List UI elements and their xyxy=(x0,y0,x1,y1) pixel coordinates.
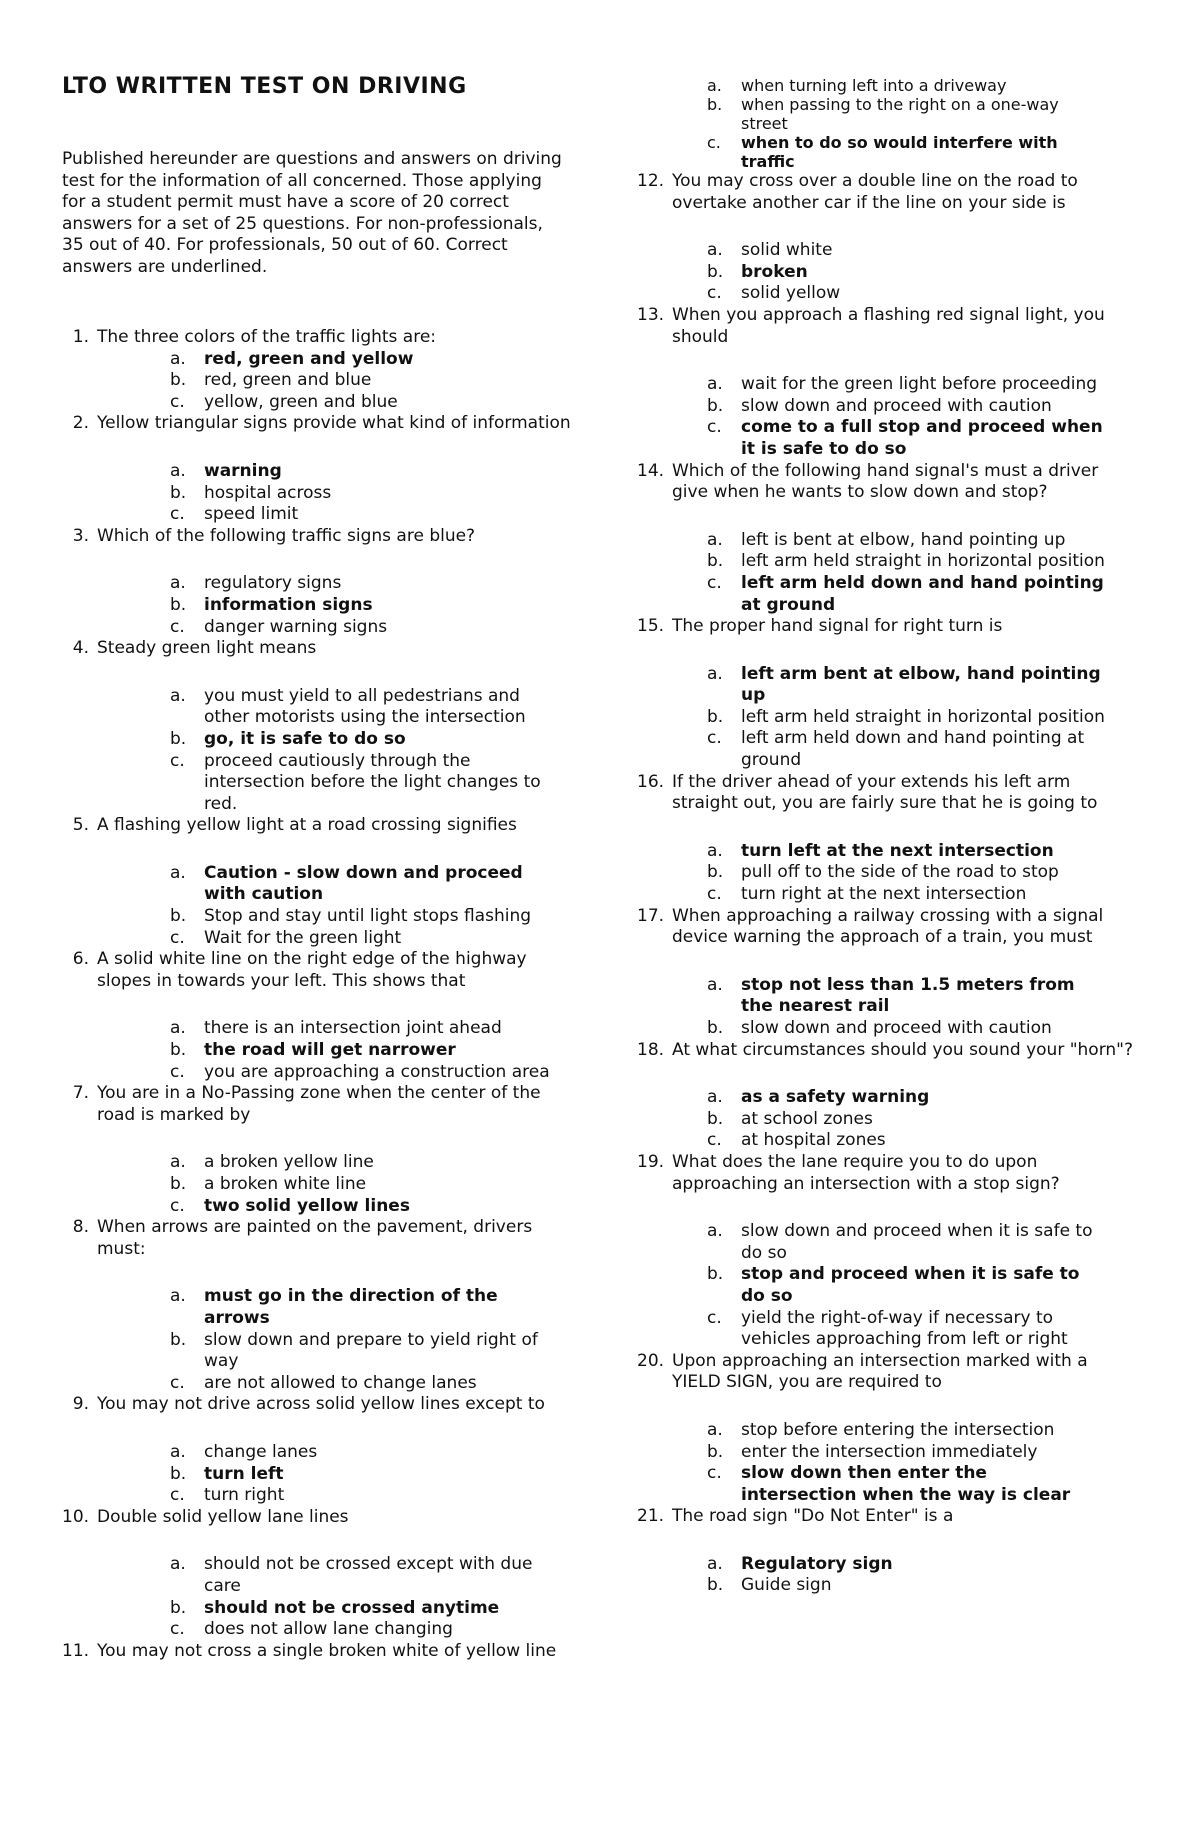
answer-option xyxy=(707,76,1137,95)
option-letter: c. xyxy=(170,391,185,412)
question-number: 15. xyxy=(637,616,665,637)
question-row xyxy=(62,327,572,349)
question-text: The proper hand signal for right turn is xyxy=(672,616,1003,637)
correct-answer-option xyxy=(707,1087,1137,1109)
question-row xyxy=(62,949,572,992)
option-text: Stop and stay until light stops flashing xyxy=(204,906,532,927)
question-number: 13. xyxy=(637,304,665,325)
question-number: 3. xyxy=(72,525,89,546)
answer-options xyxy=(707,1221,1137,1351)
option-text: turn left at the next intersection xyxy=(741,840,1054,861)
intro-paragraph: Published hereunder are questions and answers on driving test for the information of all concerned. Those applying for a student permit must have a score of 20 correct answers for a set of 25 questions. For non-professionals, 35 out of 40. For professionals, 50 out of 60. Correct answers are underlined. xyxy=(62,149,562,277)
answer-option xyxy=(707,1420,1137,1442)
option-text: change lanes xyxy=(204,1441,318,1462)
correct-answer-option xyxy=(707,1463,1137,1506)
option-letter: a. xyxy=(707,1553,723,1574)
answer-option xyxy=(170,1062,572,1084)
answer-option xyxy=(170,686,572,729)
answer-options xyxy=(170,1018,572,1083)
answer-options xyxy=(707,1420,1137,1506)
answer-option xyxy=(170,1554,572,1597)
question-row xyxy=(62,815,572,837)
option-text: left arm held straight in horizontal position xyxy=(741,706,1105,727)
option-text: come to a full stop and proceed when it is safe to do so xyxy=(741,417,1103,459)
option-text: turn left xyxy=(204,1463,284,1484)
question-item xyxy=(637,171,1137,305)
option-letter: a. xyxy=(707,974,723,995)
option-letter: a. xyxy=(707,1419,723,1440)
question-text: If the driver ahead of your extends his left arm straight out, you are fairly sure that he is going to xyxy=(672,771,1098,814)
option-text: the road will get narrower xyxy=(204,1040,456,1061)
correct-answer-option xyxy=(707,975,1137,1018)
option-text: turn right xyxy=(204,1485,285,1506)
question-text: You may not cross a single broken white of yellow line xyxy=(97,1640,557,1661)
question-text: Which of the following hand signal's must a driver give when he wants to slow down and stop? xyxy=(672,460,1099,503)
question-item xyxy=(637,1040,1137,1152)
option-letter: a. xyxy=(707,1087,723,1108)
answer-option xyxy=(170,928,572,950)
option-text: enter the intersection immediately xyxy=(741,1441,1038,1462)
option-text: slow down and proceed with caution xyxy=(741,1018,1052,1038)
question-row xyxy=(62,526,572,548)
question-number: 16. xyxy=(637,771,665,792)
option-letter: a. xyxy=(707,840,723,861)
correct-answer-option xyxy=(170,1286,572,1329)
option-letter: b. xyxy=(707,1441,724,1462)
question-item xyxy=(62,526,572,638)
option-text: should not be crossed except with due care xyxy=(204,1554,533,1596)
answer-option xyxy=(707,283,1137,305)
question-item xyxy=(637,461,1137,617)
correct-answer-option xyxy=(170,863,572,906)
correct-answer-option xyxy=(170,1040,572,1062)
option-letter: b. xyxy=(170,1040,187,1061)
option-letter: a. xyxy=(170,1441,186,1462)
answer-options xyxy=(707,530,1137,616)
question-row xyxy=(637,305,1137,348)
answer-options xyxy=(707,1554,1137,1597)
option-letter: a. xyxy=(707,663,723,684)
option-letter: c. xyxy=(707,133,721,152)
question-row xyxy=(637,1351,1137,1394)
option-text: speed limit xyxy=(204,504,299,525)
answer-option xyxy=(170,504,572,526)
option-text: left arm bent at elbow, hand pointing up xyxy=(741,663,1101,706)
option-text: stop before entering the intersection xyxy=(741,1419,1055,1440)
question-row xyxy=(62,413,572,435)
question-item xyxy=(637,772,1137,906)
option-letter: a. xyxy=(170,1152,186,1173)
option-letter: b. xyxy=(707,706,724,727)
question-number: 17. xyxy=(637,905,665,926)
answer-options xyxy=(170,686,572,816)
right-column xyxy=(637,76,1137,1597)
option-text: broken xyxy=(741,261,808,282)
question-row xyxy=(62,638,572,660)
answer-option xyxy=(707,862,1137,884)
question-row xyxy=(62,1641,572,1663)
option-text: stop and proceed when it is safe to do so xyxy=(741,1264,1080,1306)
option-letter: a. xyxy=(707,1221,723,1242)
option-letter: b. xyxy=(170,370,187,391)
question-number: 19. xyxy=(637,1151,665,1172)
answer-option xyxy=(170,1152,572,1174)
answer-option xyxy=(170,1619,572,1641)
question-text: When you approach a flashing red signal light, you should xyxy=(672,304,1105,347)
option-letter: a. xyxy=(707,76,722,95)
option-letter: c. xyxy=(170,927,185,948)
option-text: at school zones xyxy=(741,1108,873,1129)
option-letter: b. xyxy=(170,482,187,503)
question-item xyxy=(637,616,1137,772)
answer-option xyxy=(707,1109,1137,1131)
correct-answer-option xyxy=(707,1554,1137,1576)
option-text: a broken white line xyxy=(204,1174,367,1194)
option-letter: a. xyxy=(707,240,723,261)
option-letter: c. xyxy=(707,1130,722,1151)
question-item xyxy=(637,1351,1137,1507)
option-text: you must yield to all pedestrians and other motorists using the intersection xyxy=(204,685,526,728)
question-text: The three colors of the traffic lights are: xyxy=(97,327,437,347)
option-text: red, green and blue xyxy=(204,370,372,391)
question-number: 9. xyxy=(72,1394,89,1415)
answer-option xyxy=(707,884,1137,906)
question-number: 7. xyxy=(72,1083,89,1104)
option-letter: b. xyxy=(170,1329,187,1350)
question-text: Steady green light means xyxy=(97,638,317,659)
option-text: Guide sign xyxy=(741,1575,832,1596)
option-text: hospital across xyxy=(204,482,332,503)
answer-option xyxy=(707,728,1137,771)
answer-option xyxy=(707,1221,1137,1264)
question-text: The road sign "Do Not Enter" is a xyxy=(672,1506,954,1527)
answer-option xyxy=(707,551,1137,573)
option-text: when to do so would interfere with traffic xyxy=(741,133,1058,171)
answer-option xyxy=(707,95,1137,133)
question-text: What does the lane require you to do upon approaching an intersection with a stop sign? xyxy=(672,1151,1060,1194)
option-letter: c. xyxy=(170,1485,185,1506)
option-text: proceed cautiously through the intersection before the light changes to red. xyxy=(204,750,541,814)
continued-options xyxy=(707,76,1137,171)
answer-options xyxy=(170,349,572,414)
option-text: must go in the direction of the arrows xyxy=(204,1286,498,1328)
option-letter: c. xyxy=(707,283,722,304)
option-letter: a. xyxy=(170,348,186,369)
option-text: go, it is safe to do so xyxy=(204,728,406,749)
option-text: red, green and yellow xyxy=(204,348,414,369)
option-text: a broken yellow line xyxy=(204,1152,374,1173)
option-letter: b. xyxy=(707,261,724,282)
answer-option xyxy=(170,617,572,639)
option-text: when passing to the right on a one-way street xyxy=(741,95,1059,133)
question-list-left xyxy=(62,327,572,1662)
question-list-right xyxy=(637,171,1137,1597)
option-text: turn right at the next intersection xyxy=(741,884,1027,905)
question-text: When approaching a railway crossing with a signal device warning the approach of a train, you must xyxy=(672,905,1104,948)
question-text: Yellow triangular signs provide what kind of information xyxy=(97,413,571,434)
option-letter: a. xyxy=(170,460,186,481)
question-item xyxy=(62,413,572,525)
question-number: 2. xyxy=(72,413,89,434)
answer-option xyxy=(170,1174,572,1196)
answer-option xyxy=(170,392,572,414)
correct-answer-option xyxy=(707,573,1137,616)
option-letter: c. xyxy=(170,1061,185,1082)
question-row xyxy=(637,1506,1137,1528)
option-letter: b. xyxy=(170,1463,187,1484)
option-letter: b. xyxy=(707,551,724,572)
answer-option xyxy=(170,906,572,928)
correct-answer-option xyxy=(707,841,1137,863)
question-row xyxy=(637,1152,1137,1195)
question-item xyxy=(62,1083,572,1217)
option-text: left arm held down and hand pointing at ground xyxy=(741,728,1085,771)
option-letter: a. xyxy=(170,685,186,706)
question-row xyxy=(637,616,1137,638)
question-row xyxy=(637,772,1137,815)
answer-option xyxy=(170,751,572,816)
page-title: LTO WRITTEN TEST ON DRIVING xyxy=(62,74,467,99)
question-item xyxy=(62,1217,572,1394)
option-text: you are approaching a construction area xyxy=(204,1061,550,1082)
answer-option xyxy=(707,707,1137,729)
question-row xyxy=(637,906,1137,949)
option-letter: b. xyxy=(707,395,724,416)
option-letter: c. xyxy=(170,504,185,525)
option-text: when turning left into a driveway xyxy=(741,76,1007,95)
option-letter: c. xyxy=(170,1372,185,1393)
answer-options xyxy=(707,1087,1137,1152)
question-item xyxy=(62,815,572,949)
correct-answer-option xyxy=(707,262,1137,284)
option-text: solid white xyxy=(741,240,833,261)
option-letter: b. xyxy=(707,1575,724,1596)
option-letter: c. xyxy=(170,1619,185,1640)
option-letter: a. xyxy=(170,1554,186,1575)
question-text: Which of the following traffic signs are blue? xyxy=(97,525,476,546)
question-number: 1. xyxy=(72,327,89,347)
question-number: 12. xyxy=(637,171,665,191)
option-letter: c. xyxy=(707,884,722,905)
option-letter: b. xyxy=(170,728,187,749)
option-text: should not be crossed anytime xyxy=(204,1597,500,1618)
option-text: does not allow lane changing xyxy=(204,1619,453,1640)
option-letter: b. xyxy=(707,1108,724,1129)
answer-options xyxy=(170,863,572,949)
option-text: Wait for the green light xyxy=(204,927,402,948)
correct-answer-option xyxy=(707,417,1137,460)
option-text: solid yellow xyxy=(741,283,841,304)
answer-option xyxy=(707,374,1137,396)
option-letter: b. xyxy=(707,1264,724,1285)
question-row xyxy=(62,1217,572,1260)
option-letter: a. xyxy=(707,529,723,550)
answer-options xyxy=(170,1554,572,1640)
option-letter: b. xyxy=(170,594,187,615)
answer-option xyxy=(707,1308,1137,1351)
option-letter: c. xyxy=(707,417,722,438)
question-text: A flashing yellow light at a road crossing signifies xyxy=(97,815,517,836)
option-letter: b. xyxy=(707,862,724,883)
question-number: 8. xyxy=(72,1217,89,1238)
question-number: 21. xyxy=(637,1506,665,1527)
option-text: yield the right-of-way if necessary to vehicles approaching from left or right xyxy=(741,1307,1068,1350)
option-text: pull off to the side of the road to stop xyxy=(741,862,1059,883)
option-text: left arm held down and hand pointing at ground xyxy=(741,572,1104,615)
option-text: yellow, green and blue xyxy=(204,391,398,412)
option-letter: c. xyxy=(707,1463,722,1484)
option-letter: c. xyxy=(707,728,722,749)
answer-option xyxy=(170,370,572,392)
answer-option xyxy=(170,573,572,595)
question-item xyxy=(637,1506,1137,1597)
question-text: You are in a No-Passing zone when the center of the road is marked by xyxy=(97,1083,541,1125)
option-text: as a safety warning xyxy=(741,1087,930,1108)
answer-option xyxy=(707,530,1137,552)
answer-option xyxy=(170,1485,572,1507)
question-row xyxy=(637,1040,1137,1062)
option-letter: c. xyxy=(707,572,722,593)
option-text: slow down and proceed when it is safe to do so xyxy=(741,1221,1093,1263)
correct-answer-option xyxy=(707,133,1137,171)
answer-option xyxy=(707,1575,1137,1597)
answer-options xyxy=(707,664,1137,772)
question-number: 18. xyxy=(637,1039,665,1060)
answer-options xyxy=(707,841,1137,906)
answer-options xyxy=(707,975,1137,1040)
question-item xyxy=(637,906,1137,1040)
question-row xyxy=(62,1394,572,1416)
question-item xyxy=(62,949,572,1083)
option-letter: b. xyxy=(170,1597,187,1618)
answer-options xyxy=(170,1442,572,1507)
answer-option xyxy=(707,1442,1137,1464)
option-letter: b. xyxy=(170,1174,187,1194)
question-number: 14. xyxy=(637,460,665,481)
option-text: regulatory signs xyxy=(204,573,342,594)
question-item xyxy=(637,305,1137,461)
answer-options xyxy=(170,1286,572,1394)
answer-options xyxy=(170,1152,572,1217)
question-number: 20. xyxy=(637,1350,665,1371)
question-text: When arrows are painted on the pavement, drivers must: xyxy=(97,1217,533,1259)
option-letter: a. xyxy=(170,1286,186,1307)
question-item xyxy=(62,327,572,413)
option-letter: c. xyxy=(170,1195,185,1216)
option-letter: c. xyxy=(707,1307,722,1328)
option-letter: a. xyxy=(707,374,723,395)
question-row xyxy=(637,461,1137,504)
option-letter: c. xyxy=(170,750,185,771)
answer-options xyxy=(170,461,572,526)
question-text: Double solid yellow lane lines xyxy=(97,1506,349,1527)
option-text: are not allowed to change lanes xyxy=(204,1372,477,1393)
correct-answer-option xyxy=(170,461,572,483)
answer-option xyxy=(170,1330,572,1373)
correct-answer-option xyxy=(170,729,572,751)
answer-option xyxy=(707,396,1137,418)
answer-options xyxy=(707,374,1137,460)
question-number: 10. xyxy=(62,1506,90,1527)
question-item xyxy=(62,1394,572,1506)
question-number: 5. xyxy=(72,815,89,836)
answer-option xyxy=(170,1018,572,1040)
answer-option xyxy=(707,1130,1137,1152)
answer-option xyxy=(170,1373,572,1395)
question-item xyxy=(637,1152,1137,1351)
correct-answer-option xyxy=(170,595,572,617)
correct-answer-option xyxy=(170,349,572,371)
answer-option xyxy=(170,1442,572,1464)
question-text: You may cross over a double line on the road to overtake another car if the line on your side is xyxy=(672,171,1078,213)
option-letter: c. xyxy=(170,616,185,637)
option-text: warning xyxy=(204,460,282,481)
option-letter: b. xyxy=(707,95,723,114)
option-text: Regulatory sign xyxy=(741,1553,893,1574)
option-letter: b. xyxy=(170,906,187,927)
option-letter: b. xyxy=(707,1018,724,1038)
question-number: 11. xyxy=(62,1640,90,1661)
question-text: You may not drive across solid yellow lines except to xyxy=(97,1394,545,1415)
answer-option xyxy=(170,483,572,505)
question-text: A solid white line on the right edge of the highway slopes in towards your left. This shows that xyxy=(97,949,527,991)
answer-option xyxy=(707,1018,1137,1040)
answer-option xyxy=(707,240,1137,262)
answer-options xyxy=(707,240,1137,305)
option-text: slow down and prepare to yield right of way xyxy=(204,1329,538,1372)
question-number: 4. xyxy=(72,638,89,659)
answer-options xyxy=(170,573,572,638)
question-item xyxy=(62,1507,572,1641)
option-letter: a. xyxy=(170,862,186,883)
question-text: At what circumstances should you sound your "horn"? xyxy=(672,1039,1134,1060)
question-item xyxy=(62,638,572,815)
option-text: danger warning signs xyxy=(204,616,388,637)
correct-answer-option xyxy=(170,1598,572,1620)
option-text: left is bent at elbow, hand pointing up xyxy=(741,529,1066,550)
correct-answer-option xyxy=(707,664,1137,707)
option-letter: a. xyxy=(170,1018,186,1039)
option-text: slow down and proceed with caution xyxy=(741,395,1052,416)
question-text: Upon approaching an intersection marked with a YIELD SIGN, you are required to xyxy=(672,1350,1088,1393)
question-number: 6. xyxy=(72,949,89,970)
option-text: slow down then enter the intersection when the way is clear xyxy=(741,1463,1071,1505)
question-item xyxy=(62,1641,572,1663)
option-text: left arm held straight in horizontal position xyxy=(741,551,1105,572)
correct-answer-option xyxy=(170,1196,572,1218)
correct-answer-option xyxy=(170,1464,572,1486)
correct-answer-option xyxy=(707,1264,1137,1307)
option-letter: a. xyxy=(170,573,186,594)
question-row xyxy=(637,171,1137,214)
option-text: Caution - slow down and proceed with caution xyxy=(204,862,523,905)
option-text: two solid yellow lines xyxy=(204,1195,410,1216)
option-text: wait for the green light before proceeding xyxy=(741,374,1098,395)
option-text: at hospital zones xyxy=(741,1130,886,1151)
question-row xyxy=(62,1507,572,1529)
question-row xyxy=(62,1083,572,1126)
option-text: there is an intersection joint ahead xyxy=(204,1018,502,1039)
option-text: information signs xyxy=(204,594,373,615)
option-text: stop not less than 1.5 meters from the nearest rail xyxy=(741,974,1075,1017)
